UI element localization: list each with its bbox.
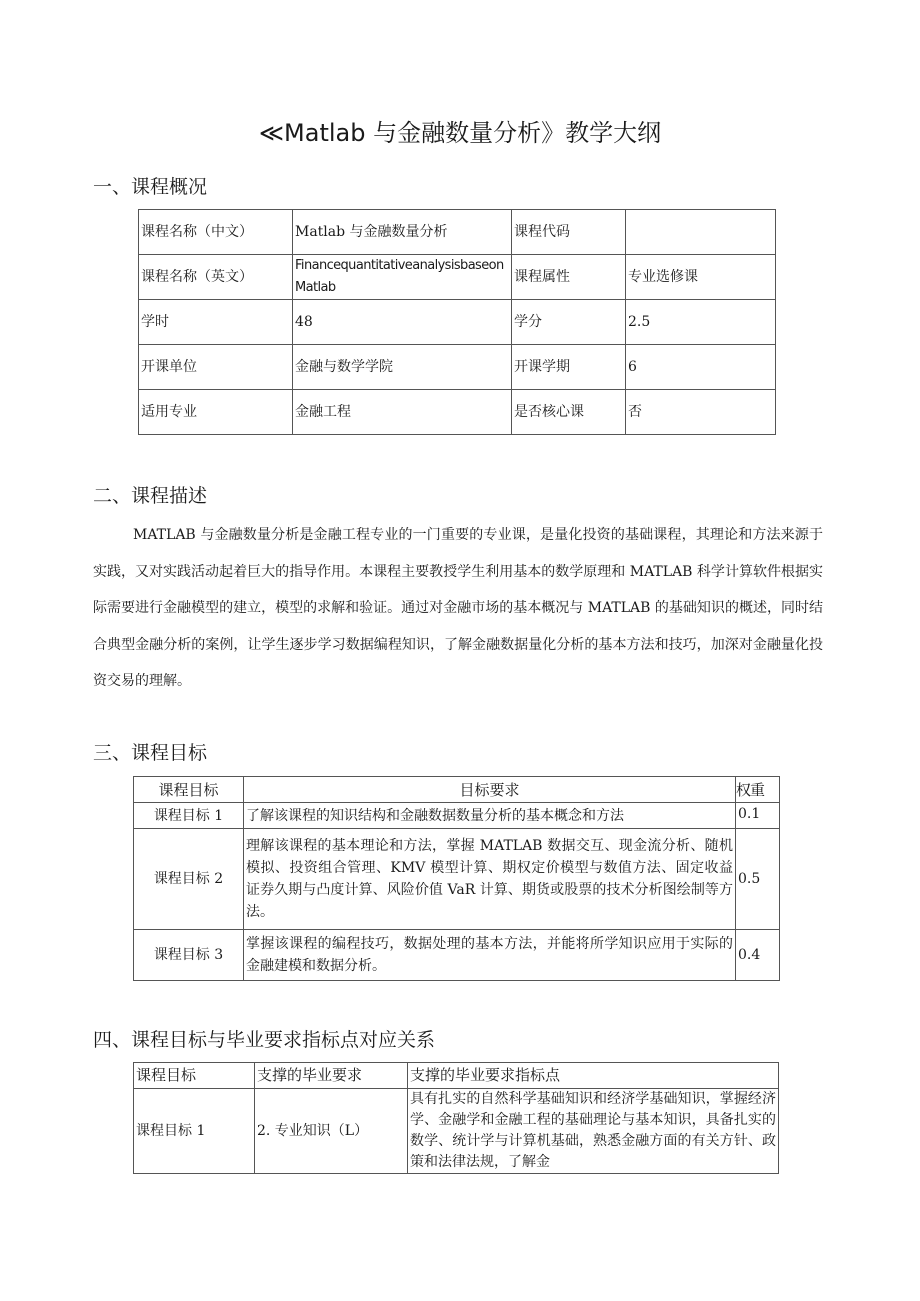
table-row (134, 1089, 779, 1174)
table-cell: 2.5 (626, 300, 776, 345)
table-cell: Matlab 与金融数量分析 (293, 210, 512, 255)
table-cell: 开课学期 (512, 345, 626, 390)
overview-table (138, 209, 776, 435)
table-cell (626, 210, 776, 255)
course-description: MATLAB 与金融数量分析是金融工程专业的一门重要的专业课，是量化投资的基础课程，其理论和方法来源于实践，又对实践活动起着巨大的指导作用。本课程主要教授学生利用基本的数学原理和 MATLAB 科学计算软件根据实际需要进行金融模型的建立，模型的求解和验证。通过对金融市场的基本概况与 MATLAB 的基础知识的概述，同时结合典型金融分析的案例，让学生逐步学习数据编程知识，了解金融数据量化分析的基本方法和技巧，加深对金融量化投资交易的理解。 (93, 527, 823, 689)
table-row (139, 390, 776, 435)
table-row (139, 210, 776, 255)
table-cell: 金融与数学学院 (293, 345, 512, 390)
page-title: ≪Matlab 与金融数量分析》教学大纲 (258, 119, 662, 147)
table-cell: 2. 专业知识（L） (255, 1089, 408, 1174)
table-cell: 课程属性 (512, 255, 626, 300)
section-heading-overview: 一、课程概况 (93, 176, 208, 198)
table-header-row (134, 777, 780, 803)
objectives-table (133, 776, 780, 981)
table-row (139, 255, 776, 300)
table-cell: 是否核心课 (512, 390, 626, 435)
table-header: 目标要求 (244, 777, 736, 803)
table-cell: 48 (293, 300, 512, 345)
section-heading-objectives: 三、课程目标 (93, 742, 208, 764)
table-cell: 否 (626, 390, 776, 435)
table-cell: 6 (626, 345, 776, 390)
table-row (134, 829, 780, 930)
table-row (134, 803, 780, 829)
table-header-row (134, 1063, 779, 1089)
section-heading-description: 二、课程描述 (93, 485, 208, 507)
table-row (139, 345, 776, 390)
table-cell: 课程目标 1 (134, 803, 244, 829)
table-cell: 课程名称（英文） (139, 255, 293, 300)
table-cell: 理解该课程的基本理论和方法，掌握 MATLAB 数据交互、现金流分析、随机模拟、投资组合管理、KMV 模型计算、期权定价模型与数值方法、固定收益证券久期与凸度计算、风险价值 VaR 计算、期货或股票的技术分析图绘制等方法。 (244, 829, 736, 930)
table-cell: 课程目标 3 (134, 930, 244, 981)
table-cell: 0.5 (736, 829, 780, 930)
table-row (139, 300, 776, 345)
table-cell: 课程名称（中文） (139, 210, 293, 255)
table-cell: 学时 (139, 300, 293, 345)
table-cell: 掌握该课程的编程技巧，数据处理的基本方法，并能将所学知识应用于实际的金融建模和数据分析。 (244, 930, 736, 981)
table-cell: 课程代码 (512, 210, 626, 255)
table-cell: 适用专业 (139, 390, 293, 435)
table-header: 课程目标 (134, 1063, 255, 1089)
table-cell: 具有扎实的自然科学基础知识和经济学基础知识，掌握经济学、金融学和金融工程的基础理论与基本知识，具备扎实的数学、统计学与计算机基础，熟悉金融方面的有关方针、政策和法律法规，了解金 (408, 1089, 779, 1174)
table-cell: 学分 (512, 300, 626, 345)
table-header: 支撑的毕业要求 (255, 1063, 408, 1089)
table-cell: 0.1 (736, 803, 780, 829)
table-header: 课程目标 (134, 777, 244, 803)
table-cell: 0.4 (736, 930, 780, 981)
table-cell: 课程目标 1 (134, 1089, 255, 1174)
table-cell: 专业选修课 (626, 255, 776, 300)
table-cell: 课程目标 2 (134, 829, 244, 930)
table-cell: Financequantitativeanalysisbaseon Matlab (293, 255, 512, 300)
table-cell: 了解该课程的知识结构和金融数据数量分析的基本概念和方法 (244, 803, 736, 829)
table-header: 支撑的毕业要求指标点 (408, 1063, 779, 1089)
table-cell: 开课单位 (139, 345, 293, 390)
table-row (134, 930, 780, 981)
table-header: 权重 (736, 777, 780, 803)
section-heading-mapping: 四、课程目标与毕业要求指标点对应关系 (93, 1029, 436, 1051)
mapping-table (133, 1062, 779, 1174)
table-cell: 金融工程 (293, 390, 512, 435)
